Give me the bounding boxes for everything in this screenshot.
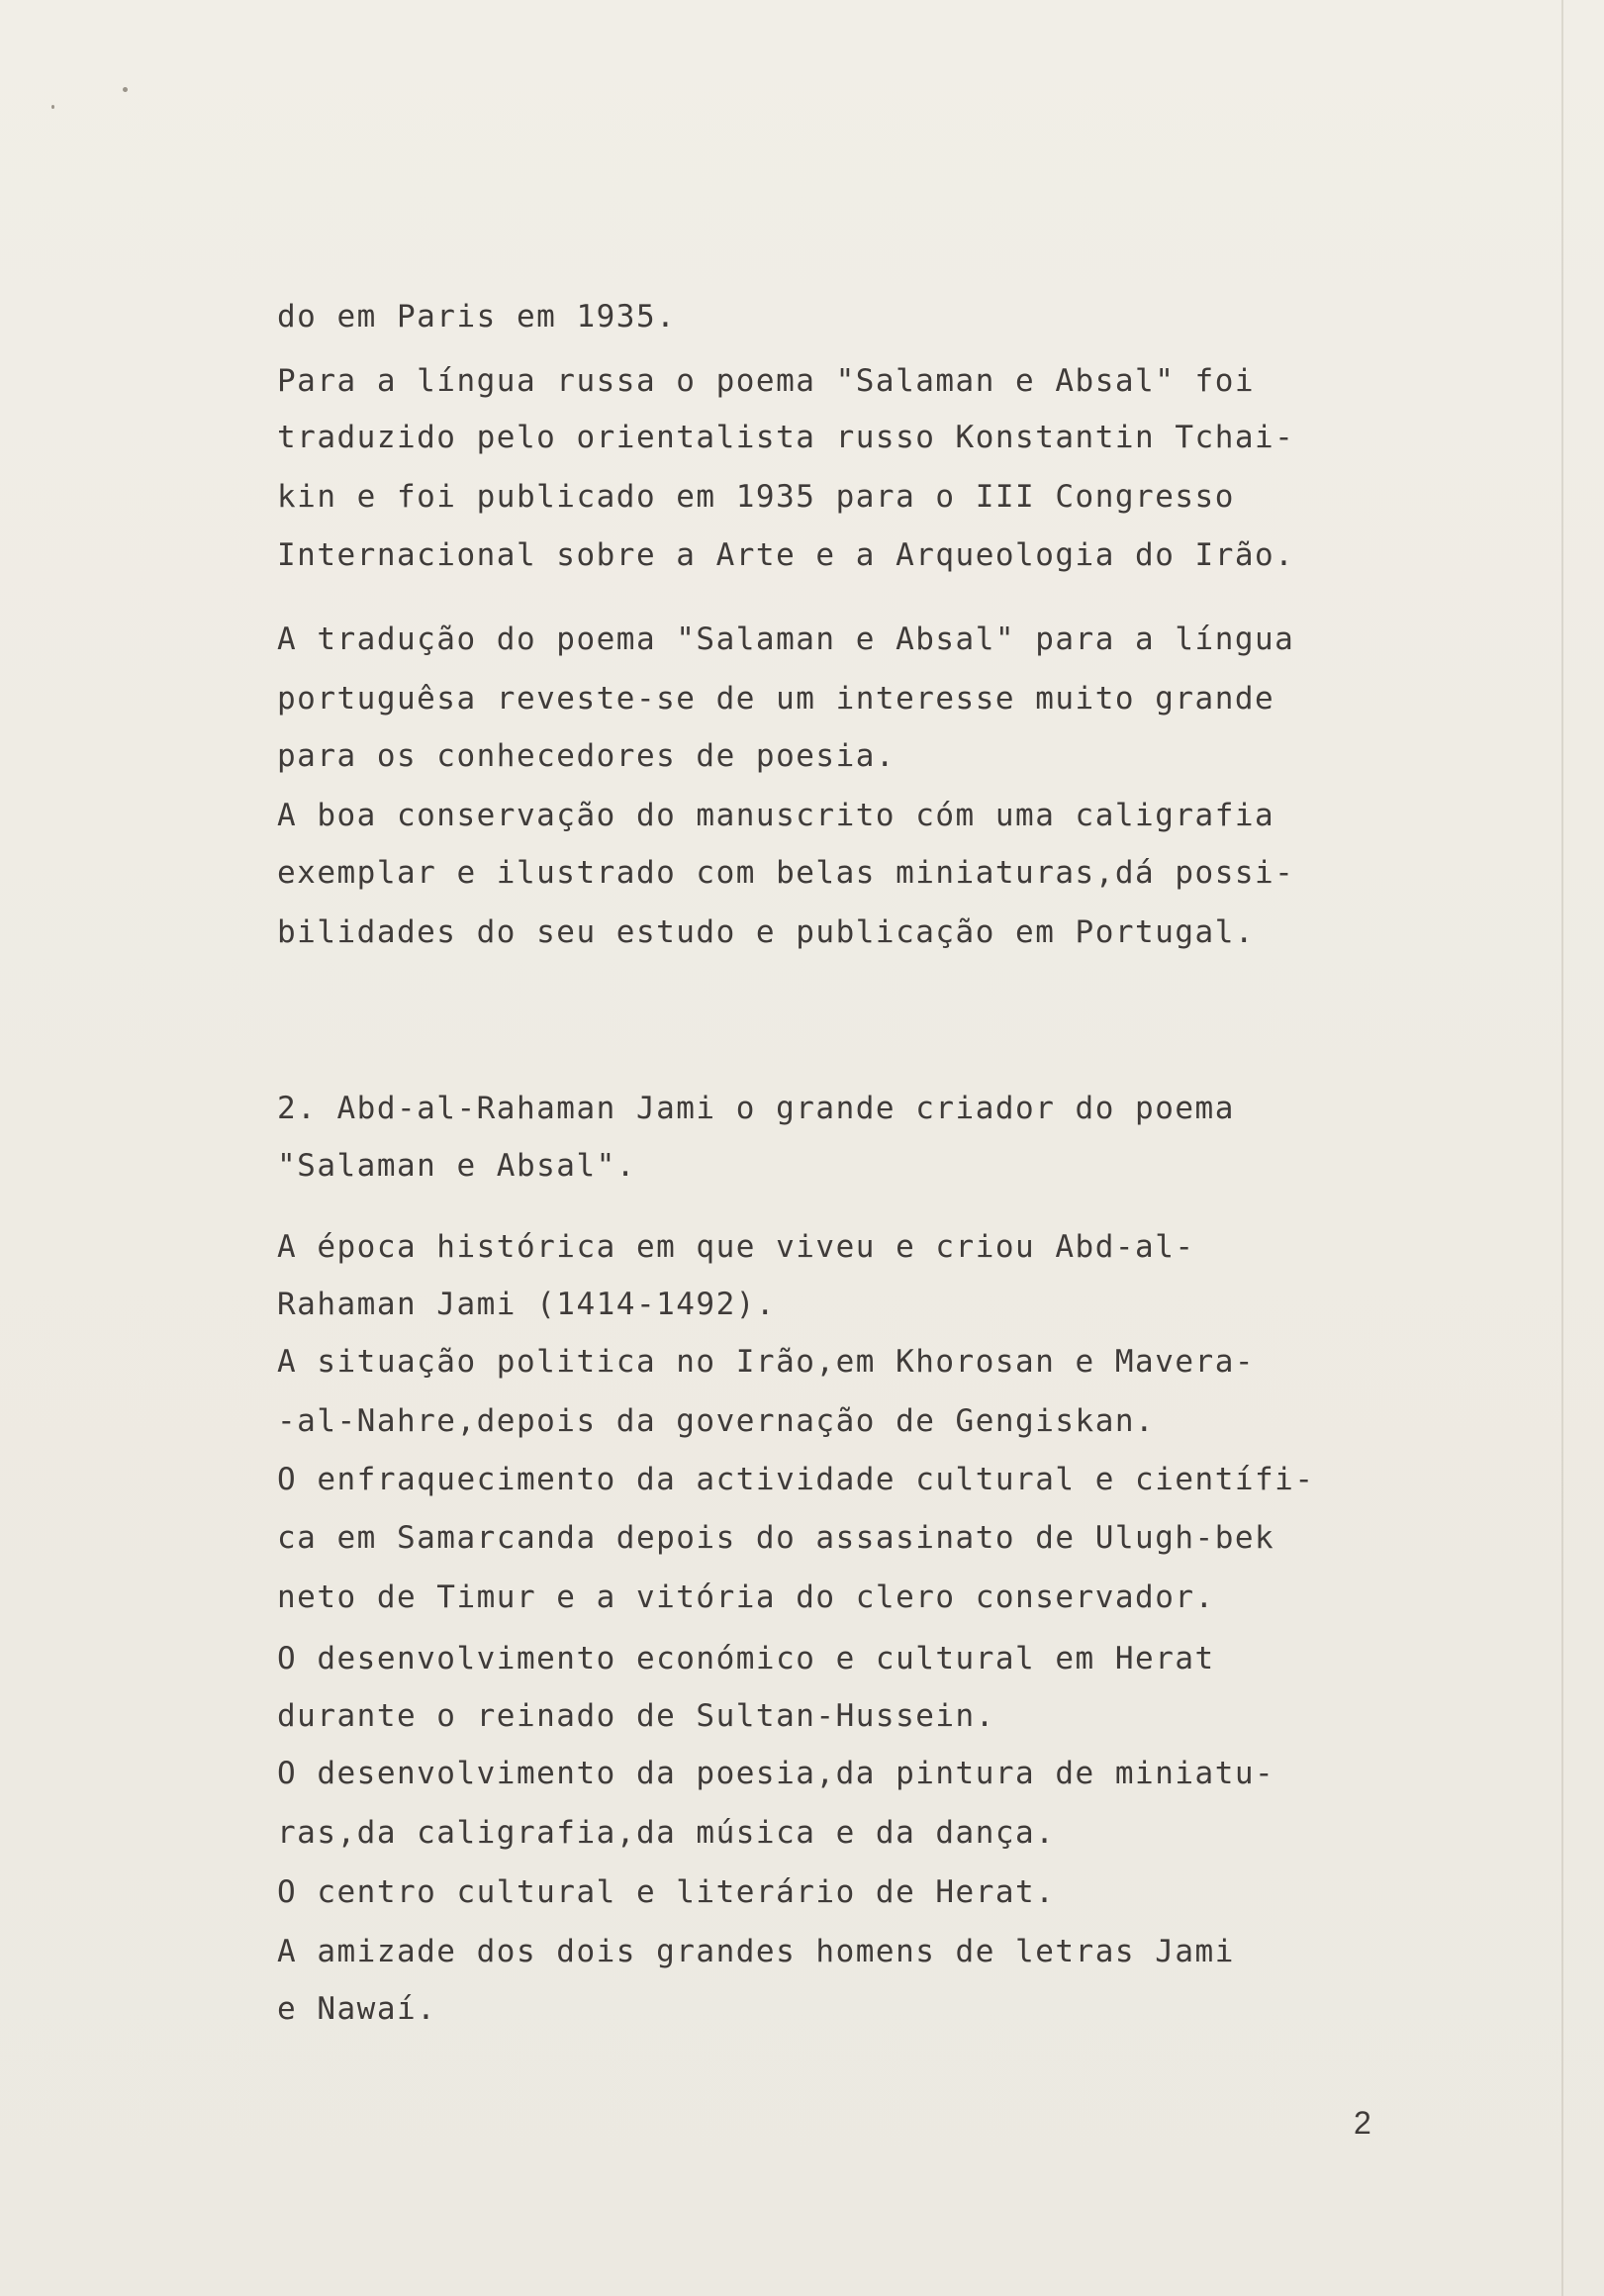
text-line: e Nawaí.: [277, 1991, 437, 2027]
text-line: traduzido pelo orientalista russo Konstantin Tchai-: [277, 420, 1295, 455]
text-line: O centro cultural e literário de Herat.: [277, 1874, 1056, 1910]
text-line: do em Paris em 1935.: [277, 299, 677, 335]
text-line: kin e foi publicado em 1935 para o III Congresso: [277, 479, 1235, 515]
text-line: A situação politica no Irão,em Khorosan e Mavera-: [277, 1344, 1256, 1380]
text-line: A época histórica em que viveu e criou Abd-al-: [277, 1229, 1195, 1265]
text-line: ras,da caligrafia,da música e da dança.: [277, 1815, 1056, 1851]
text-line: Para a língua russa o poema "Salaman e Absal" foi: [277, 363, 1256, 399]
text-line: neto de Timur e a vitória do clero conservador.: [277, 1579, 1215, 1615]
text-line: para os conhecedores de poesia.: [277, 738, 896, 774]
section-heading: "Salaman e Absal".: [277, 1148, 636, 1184]
text-line: bilidades do seu estudo e publicação em Portugal.: [277, 914, 1256, 950]
page-number: 2: [1354, 2105, 1371, 2141]
text-line: O desenvolvimento da poesia,da pintura de miniatu-: [277, 1756, 1275, 1791]
section-heading: 2. Abd-al-Rahaman Jami o grande criador do poema: [277, 1091, 1235, 1126]
text-line: -al-Nahre,depois da governação de Gengiskan.: [277, 1403, 1156, 1439]
text-line: ca em Samarcanda depois do assasinato de Ulugh-bek: [277, 1520, 1275, 1556]
text-line: A tradução do poema "Salaman e Absal" para a língua: [277, 622, 1295, 657]
paper-speck: [51, 105, 54, 109]
text-line: exemplar e ilustrado com belas miniaturas,dá possi-: [277, 855, 1295, 891]
text-line: A amizade dos dois grandes homens de letras Jami: [277, 1934, 1235, 1969]
text-line: portuguêsa reveste-se de um interesse muito grande: [277, 681, 1275, 717]
text-line: A boa conservação do manuscrito cóm uma caligrafia: [277, 798, 1275, 833]
text-line: O enfraquecimento da actividade cultural e científi-: [277, 1462, 1315, 1497]
text-line: Internacional sobre a Arte e a Arqueologia do Irão.: [277, 537, 1295, 573]
paper-fold: [1561, 0, 1563, 2296]
paper-speck: [123, 87, 128, 92]
text-line: Rahaman Jami (1414-1492).: [277, 1287, 777, 1322]
text-line: O desenvolvimento económico e cultural em Herat: [277, 1641, 1215, 1676]
text-line: durante o reinado de Sultan-Hussein.: [277, 1698, 995, 1734]
